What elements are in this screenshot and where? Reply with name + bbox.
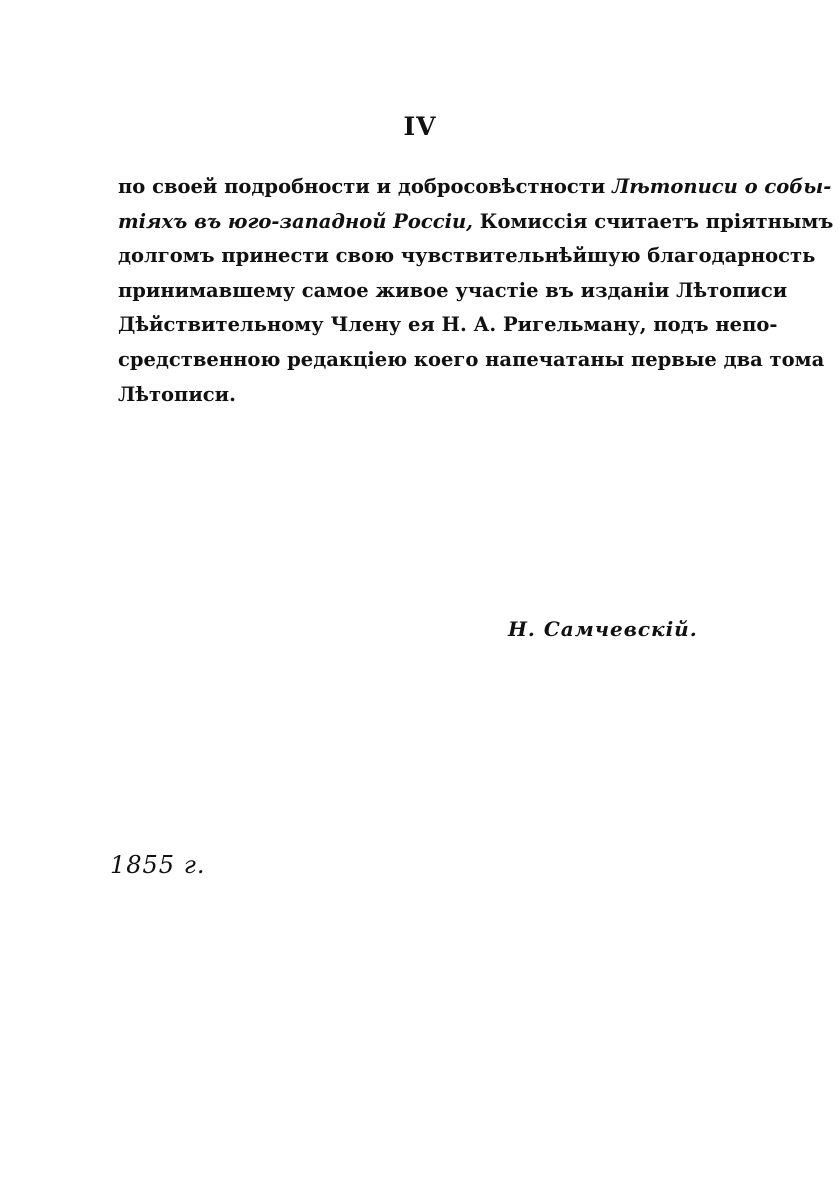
text-line (118, 343, 825, 378)
author-signature: Н. Самчевскій. (508, 617, 698, 641)
text-line (118, 205, 834, 240)
text-segment: средственною редакціею коего напечатаны первые два тома (118, 347, 825, 371)
text-segment: Комиссія считаетъ пріятнымъ (479, 209, 834, 233)
date-line: 1855 г. (110, 851, 206, 879)
text-line (118, 239, 816, 274)
italic-text-segment: Лѣтописи о собы- (612, 175, 832, 198)
text-line (118, 308, 778, 343)
text-segment: Дѣйствительному Члену ея Н. А. Ригельману, подъ непо- (118, 313, 778, 337)
text-segment: принимавшему самое живое участіе въ изданіи Лѣтописи (118, 278, 788, 302)
body-paragraph (118, 170, 834, 412)
text-line (118, 170, 832, 205)
text-segment: Лѣтописи. (118, 382, 236, 406)
italic-text-segment: тіяхъ въ юго-западной Россіи, (118, 209, 480, 233)
text-line (118, 378, 720, 413)
page-number: IV (403, 112, 437, 141)
text-line (118, 274, 788, 309)
text-segment: по своей подробности и добросовѣстности (118, 175, 613, 198)
text-segment: долгомъ принести свою чувствительнѣйшую благодарность (118, 244, 816, 268)
